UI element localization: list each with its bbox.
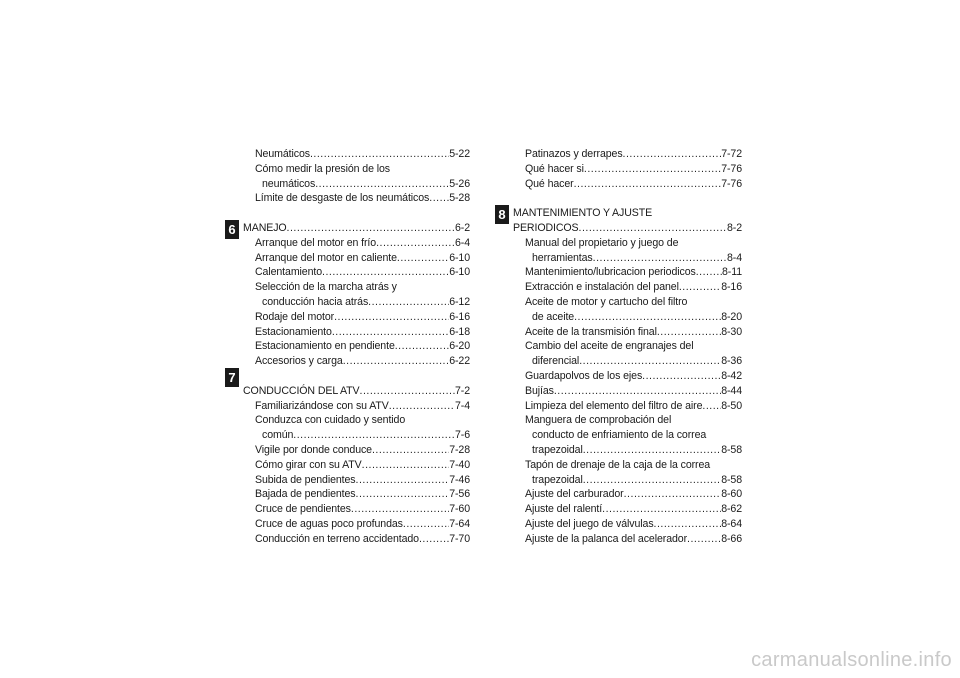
toc-entry[interactable]: Arranque del motor en frío ..... 6-4 [243,236,470,251]
section-tab-6: 6 [225,220,239,239]
toc-entry[interactable]: Cómo girar con su ATV ..... 7-40 [243,458,470,473]
toc-entry[interactable]: Ajuste del ralentí ..... 8-62 [513,502,742,517]
toc-entry[interactable]: herramientas ..... 8-4 [513,251,742,266]
toc-entry[interactable]: Manguera de comprobación del [525,414,672,427]
toc-entry[interactable]: Vigile por donde conduce ..... 7-28 [243,443,470,458]
toc-entry[interactable]: Ajuste del juego de válvulas ..... 8-64 [513,517,742,532]
toc-entry[interactable]: conducto de enfriamiento de la correa [532,429,707,442]
toc-entry[interactable]: Qué hacer si ..... 7-76 [513,162,742,177]
toc-entry[interactable]: Rodaje del motor ..... 6-16 [243,310,470,325]
toc-entry[interactable]: conducción hacia atrás ..... 6-12 [243,295,470,310]
toc-entry[interactable]: Aceite de motor y cartucho del filtro [525,295,688,308]
toc-entry[interactable]: Familiarizándose con su ATV ..... 7-4 [243,399,470,414]
toc-entry[interactable]: trapezoidal ..... 8-58 [513,443,742,458]
toc-entry[interactable]: Accesorios y carga ..... 6-22 [243,354,470,369]
toc-entry[interactable]: Arranque del motor en caliente ..... 6-10 [243,251,470,266]
toc-entry[interactable]: Cruce de aguas poco profundas ..... 7-64 [243,517,470,532]
toc-entry[interactable]: Manual del propietario y juego de [525,236,679,249]
toc-entry[interactable]: Cruce de pendientes ..... 7-60 [243,502,470,517]
toc-entry[interactable]: Neumáticos ..... 5-22 [243,147,470,162]
watermark: carmanualsonline.info [751,649,952,671]
toc-entry[interactable]: Bujías ..... 8-44 [513,384,742,399]
toc-entry[interactable]: común ..... 7-6 [243,428,470,443]
toc-entry[interactable]: Subida de pendientes ..... 7-46 [243,473,470,488]
toc-entry[interactable]: neumáticos ..... 5-26 [243,177,470,192]
toc-chapter-heading[interactable]: MANTENIMIENTO Y AJUSTE [513,207,653,220]
toc-chapter-heading[interactable]: CONDUCCIÓN DEL ATV ..... 7-2 [243,384,470,399]
toc-entry[interactable]: Bajada de pendientes ..... 7-56 [243,487,470,502]
toc-entry[interactable]: Patinazos y derrapes ..... 7-72 [513,147,742,162]
toc-entry[interactable]: trapezoidal ..... 8-58 [513,473,742,488]
toc-entry[interactable]: Conducción en terreno accidentado ..... 7-70 [243,532,470,547]
section-tab-8: 8 [495,205,509,224]
toc-entry[interactable]: Ajuste del carburador ..... 8-60 [513,487,742,502]
section-tab-7: 7 [225,368,239,387]
toc-entry[interactable]: Calentamiento ..... 6-10 [243,265,470,280]
toc-left-column [243,147,470,547]
toc-entry[interactable]: Limpieza del elemento del filtro de aire ..... 8-50 [513,399,742,414]
toc-entry[interactable]: Estacionamiento ..... 6-18 [243,325,470,340]
toc-entry[interactable]: Selección de la marcha atrás y [255,281,397,294]
toc-entry[interactable]: Estacionamiento en pendiente ..... 6-20 [243,339,470,354]
toc-entry[interactable]: Cambio del aceite de engranajes del [525,340,694,353]
toc-entry[interactable]: Tapón de drenaje de la caja de la correa [525,458,711,471]
toc-entry[interactable]: Qué hacer ..... 7-76 [513,177,742,192]
toc-entry[interactable]: Límite de desgaste de los neumáticos ..... 5-28 [243,191,470,206]
toc-entry[interactable]: diferencial ..... 8-36 [513,354,742,369]
toc-entry[interactable]: de aceite ..... 8-20 [513,310,742,325]
toc-entry[interactable]: Cómo medir la presión de los [255,162,390,175]
toc-right-column [513,147,742,547]
toc-chapter-heading[interactable]: MANEJO ..... 6-2 [243,221,470,236]
toc-entry[interactable]: Aceite de la transmisión final ..... 8-30 [513,325,742,340]
toc-entry[interactable]: Mantenimiento/lubricacion periodicos ..... 8-11 [513,265,742,280]
toc-entry[interactable]: Ajuste de la palanca del acelerador ..... 8-66 [513,532,742,547]
toc-entry[interactable]: Conduzca con cuidado y sentido [255,414,406,427]
toc-entry[interactable]: Extracción e instalación del panel ..... 8-16 [513,280,742,295]
toc-entry[interactable]: Guardapolvos de los ejes ..... 8-42 [513,369,742,384]
toc-chapter-heading[interactable]: PERIODICOS ..... 8-2 [513,221,742,236]
